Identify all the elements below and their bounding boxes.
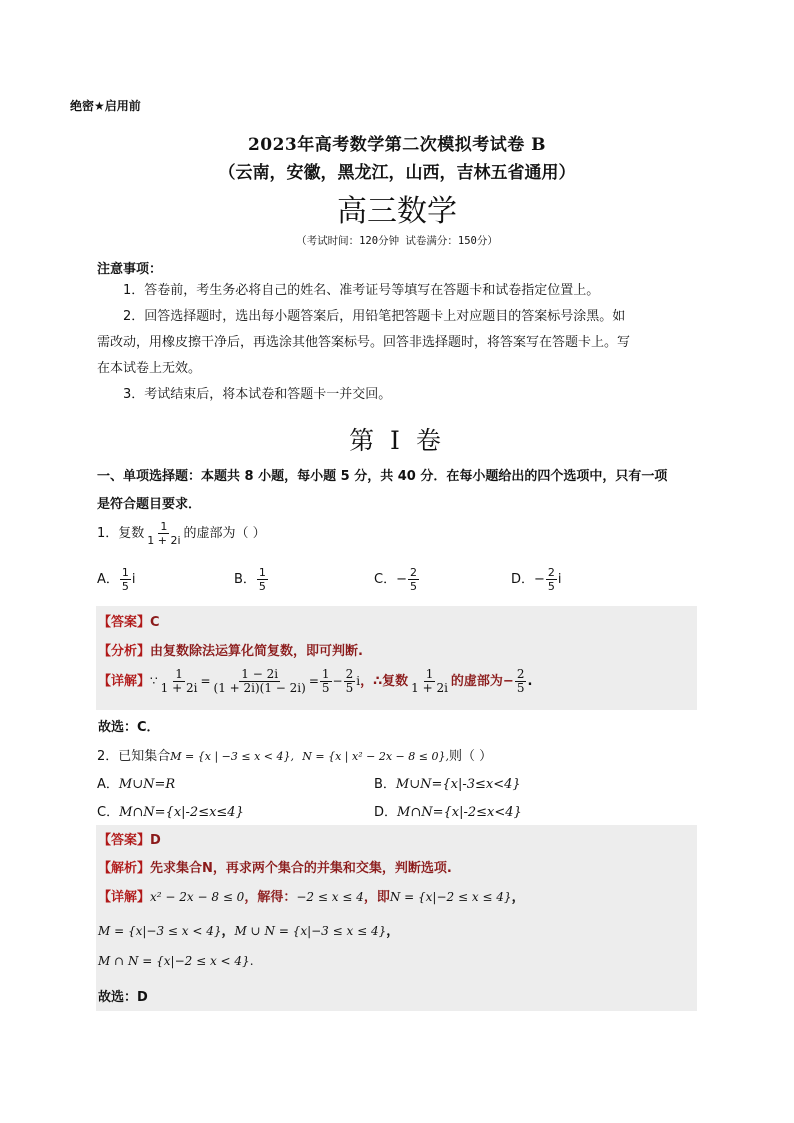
frac-num: 2 — [516, 667, 525, 681]
notice-item-2-end: 在本试卷上无效。 — [97, 361, 202, 376]
q2-suffix: 则（ ） — [448, 749, 493, 764]
q1-option-a — [97, 566, 136, 593]
option-num: 1 — [258, 566, 266, 579]
punct: ， — [221, 924, 235, 939]
answer-value: C — [150, 615, 160, 630]
option-sign: − — [396, 572, 407, 587]
q2-set-n: N = {x | x² − 2x − 8 ≤ 0}, — [302, 750, 449, 763]
exam-title: 2023年高考数学第二次模拟考试卷 B — [247, 135, 547, 155]
notice-item-2: 2．回答选择题时，选出每小题答案后，用铅笔把答题卡上对应题目的答案标号涂黑。如 — [123, 309, 626, 324]
option-num: 1 — [121, 566, 129, 579]
equals: = — [308, 674, 319, 688]
detail-tag: 【详解】 — [98, 890, 151, 905]
detail-frac-6 — [515, 668, 527, 695]
option-label: C． — [374, 572, 397, 587]
analysis-tag: 【解析】 — [98, 861, 151, 876]
notice-item-3: 3．考试结束后，将本试卷和答题卡一并交回。 — [123, 387, 392, 402]
frac-num: 1 — [321, 667, 330, 681]
exam-subtitle: （云南，安徽，黑龙江，山西，吉林五省通用） — [218, 163, 576, 183]
frac-num: 1 — [175, 667, 183, 681]
option-label: B． — [374, 777, 396, 792]
option-fraction — [546, 566, 557, 593]
option-den: 5 — [547, 580, 555, 593]
option-den: 5 — [121, 580, 129, 593]
q2-detail-line2 — [98, 920, 399, 939]
detail-tag: 【详解】 — [98, 674, 151, 689]
frac-num: 1 − 2i — [241, 667, 279, 681]
question-2-stem — [97, 745, 492, 764]
period: . — [527, 674, 533, 689]
q2-option-b — [374, 773, 521, 792]
option-text: M∩N={x|-2≤x<4} — [397, 805, 522, 820]
q1-analysis — [98, 640, 363, 659]
detail-frac-5 — [409, 668, 450, 695]
question-1-stem — [97, 520, 266, 547]
notice-item-1: 1．答卷前，考生务必将自己的姓名、准考证号等填写在答题卡和试卷指定位置上。 — [123, 283, 600, 298]
option-text: M∪N=R — [118, 777, 176, 792]
period: . — [249, 954, 254, 968]
option-fraction — [257, 566, 268, 593]
minus: − — [332, 674, 343, 688]
q2-answer-box — [96, 825, 697, 1011]
option-label: A． — [97, 572, 119, 587]
imag-unit: i — [356, 674, 361, 688]
frac-den: 5 — [516, 681, 525, 695]
time-info: （考试时间：120分钟 试卷满分：150分） — [296, 235, 498, 247]
q2-analysis — [98, 857, 452, 876]
q2-prefix: 2．已知集合 — [97, 749, 171, 764]
option-text: M∪N={x|-3≤x<4} — [395, 777, 521, 792]
option-text: M∩N={x|-2≤x≤4} — [119, 805, 244, 820]
frac-den: 5 — [345, 681, 354, 695]
detail-text: ，∴复数 — [360, 674, 409, 689]
volume-title: 第 I 卷 — [349, 426, 445, 455]
option-label: D． — [374, 805, 398, 820]
section-heading-line2: 是符合题目要求． — [97, 497, 202, 512]
option-num: 2 — [409, 566, 417, 579]
option-den: 5 — [258, 580, 266, 593]
analysis-text: 由复数除法运算化简复数，即可判断. — [150, 644, 363, 659]
union-result: M ∪ N = {x|−3 ≤ x ≤ 4} — [234, 924, 387, 938]
notice-heading: 注意事项： — [97, 262, 163, 277]
answer-value: D — [150, 833, 161, 848]
q2-set-m: M = {x | −3 ≤ x < 4}, — [170, 750, 294, 763]
q2-option-c — [97, 801, 244, 820]
solution-range: −2 ≤ x ≤ 4 — [296, 890, 364, 904]
q1-select: 故选：C． — [98, 720, 160, 735]
q1-answer — [98, 611, 160, 630]
option-label: B． — [234, 572, 256, 587]
notice-list — [97, 278, 697, 408]
detail-frac-1 — [159, 668, 200, 695]
q1-prefix: 1．复数 — [97, 526, 145, 541]
punct: ， — [511, 890, 525, 905]
detail-text: ，解得： — [244, 890, 297, 905]
q2-answer — [98, 829, 161, 848]
frac-den: 1 + 2i — [160, 681, 198, 695]
q1-option-d — [511, 566, 562, 593]
detail-text: ，即 — [363, 890, 390, 905]
section-heading — [97, 463, 703, 519]
answer-tag: 【答案】 — [98, 615, 151, 630]
q1-option-c — [374, 566, 420, 593]
detail-frac-3 — [320, 668, 332, 695]
section-heading-line1: 一、单项选择题：本题共 8 小题，每小题 5 分，共 40 分．在每小题给出的四个选项中，只有一项 — [97, 469, 668, 484]
equals: = — [200, 674, 211, 688]
option-label: C． — [97, 805, 120, 820]
analysis-text: 先求集合N，再求两个集合的并集和交集，判断选项. — [150, 861, 452, 876]
set-m: M = {x|−3 ≤ x < 4} — [98, 924, 222, 938]
option-label: D． — [511, 572, 535, 587]
detail-frac-4 — [344, 668, 356, 695]
detail-frac-2 — [212, 668, 308, 695]
secret-label: 绝密★启用前 — [70, 99, 141, 113]
frac-den: 5 — [321, 681, 330, 695]
inequality: x² − 2x − 8 ≤ 0 — [150, 890, 245, 904]
q2-detail-line3 — [98, 954, 254, 969]
frac-num: 2 — [345, 667, 354, 681]
option-den: 5 — [409, 580, 417, 593]
set-n-result: N = {x|−2 ≤ x ≤ 4} — [389, 890, 512, 904]
because-symbol: ∵ — [150, 674, 158, 688]
answer-tag: 【答案】 — [98, 833, 151, 848]
subject-title: 高三数学 — [337, 194, 457, 229]
option-sign: − — [534, 572, 545, 587]
q2-option-a — [97, 773, 175, 792]
q2-option-d — [374, 801, 522, 820]
q2-detail-line1 — [98, 886, 525, 905]
frac-den: 1 + 2i — [411, 681, 448, 695]
q1-frac-den: 1 + 2i — [147, 534, 181, 547]
intersection-result: M ∩ N = {x|−2 ≤ x < 4} — [98, 954, 250, 968]
q1-frac-num: 1 — [160, 520, 168, 533]
detail-text-2: 的虚部为− — [450, 674, 514, 689]
option-suffix: i — [557, 572, 562, 587]
notice-item-2-cont: 需改动，用橡皮擦干净后，再选涂其他答案标号。回答非选择题时，将答案写在答题卡上。写 — [97, 335, 631, 350]
option-num: 2 — [547, 566, 555, 579]
option-fraction — [408, 566, 419, 593]
frac-num: 1 — [425, 667, 434, 681]
q2-select: 故选：D — [98, 990, 148, 1005]
option-suffix: i — [131, 572, 136, 587]
q1-option-b — [234, 566, 269, 593]
option-fraction — [120, 566, 131, 593]
frac-den: (1 + 2i)(1 − 2i) — [213, 681, 306, 695]
option-label: A． — [97, 777, 119, 792]
analysis-tag: 【分析】 — [98, 644, 151, 659]
punct: ， — [386, 924, 400, 939]
q1-detail — [98, 668, 532, 695]
q1-suffix: 的虚部为（ ） — [183, 526, 266, 541]
q1-fraction — [145, 520, 182, 547]
